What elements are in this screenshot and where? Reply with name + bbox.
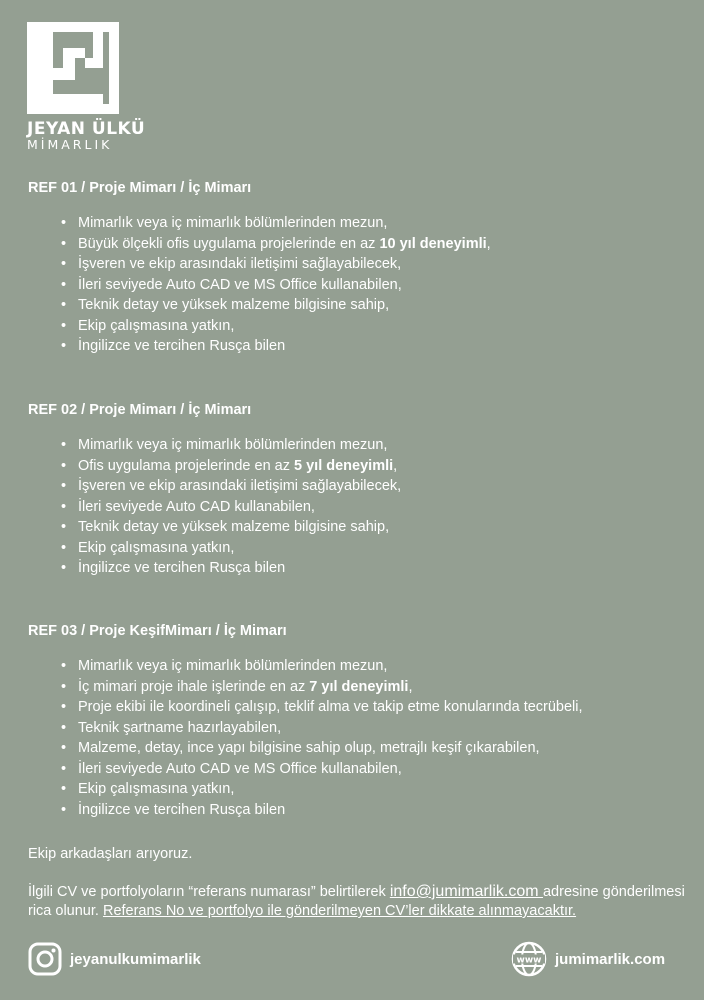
- application-instructions: [28, 882, 698, 921]
- job-title: REF 02 / Proje Mimarı / İç Mimarı: [28, 402, 252, 418]
- list-item: • Mimarlık veya iç mimarlık bölümlerinden mezun,: [28, 213, 688, 234]
- list-item: • Proje ekibi ile koordineli çalışıp, teklif alma ve takip etme konularında tecrübeli,: [28, 697, 688, 718]
- list-item: • Malzeme, detay, ince yapı bilgisine sahip olup, metrajlı keşif çıkarabilen,: [28, 738, 688, 759]
- closing-text: Ekip arkadaşları arıyoruz.: [28, 846, 193, 862]
- job-title: REF 01 / Proje Mimarı / İç Mimarı: [28, 180, 252, 196]
- list-item: • Teknik detay ve yüksek malzeme bilgisine sahip,: [28, 295, 688, 316]
- list-item: • Ekip çalışmasına yatkın,: [28, 316, 688, 337]
- company-logo: [27, 22, 146, 152]
- list-item: • İşveren ve ekip arasındaki iletişimi sağlayabilecek,: [28, 476, 688, 497]
- logo-mark-icon: [27, 22, 119, 114]
- requirements-list: [28, 656, 688, 820]
- requirements-list: [28, 213, 688, 357]
- list-item: • Ekip çalışmasına yatkın,: [28, 779, 688, 800]
- globe-www-icon: [511, 941, 547, 977]
- website-text: jumimarlik.com: [555, 950, 666, 968]
- job-title: REF 03 / Proje KeşifMimarı / İç Mimarı: [28, 623, 287, 639]
- list-item: • İngilizce ve tercihen Rusça bilen: [28, 800, 688, 821]
- email-link[interactable]: info@jumimarlik.com: [389, 883, 543, 900]
- list-item: • İç mimari proje ihale işlerinde en az 7 yıl deneyimli,: [28, 677, 688, 698]
- list-item: • İleri seviyede Auto CAD ve MS Office kullanabilen,: [28, 275, 688, 296]
- list-item: • İngilizce ve tercihen Rusça bilen: [28, 336, 688, 357]
- instagram-text: jeyanulkumimarlik: [70, 950, 201, 968]
- www-label: www: [516, 955, 542, 966]
- list-item: • İleri seviyede Auto CAD ve MS Office kullanabilen,: [28, 759, 688, 780]
- warning-text: Referans No ve portfolyo ile gönderilmeyen CV’ler dikkate alınmayacaktır.: [102, 903, 577, 919]
- job-section-ref03: [28, 622, 688, 820]
- list-item: • Ofis uygulama projelerinde en az 5 yıl deneyimli,: [28, 456, 688, 477]
- list-item: • Mimarlık veya iç mimarlık bölümlerinden mezun,: [28, 435, 688, 456]
- list-item: • İleri seviyede Auto CAD kullanabilen,: [28, 497, 688, 518]
- apply-text: İlgili CV ve portfolyoların “referans numarası” belirtilerek: [28, 884, 390, 900]
- list-item: • Teknik detay ve yüksek malzeme bilgisine sahip,: [28, 517, 688, 538]
- job-section-ref02: [28, 401, 688, 579]
- list-item: • İşveren ve ekip arasındaki iletişimi sağlayabilecek,: [28, 254, 688, 275]
- instagram-handle[interactable]: [28, 942, 201, 976]
- list-item: • İngilizce ve tercihen Rusça bilen: [28, 558, 688, 579]
- list-item: • Büyük ölçekli ofis uygulama projelerinde en az 10 yıl deneyimli,: [28, 234, 688, 255]
- job-section-ref01: [28, 179, 688, 357]
- apply-text-2: adresine gönderilmesi rica olunur.: [28, 884, 685, 919]
- logo-subtitle: MİMARLIK: [27, 137, 113, 152]
- list-item: • Mimarlık veya iç mimarlık bölümlerinden mezun,: [28, 656, 688, 677]
- website-link[interactable]: [511, 941, 665, 977]
- list-item: • Teknik şartname hazırlayabilen,: [28, 718, 688, 739]
- requirements-list: [28, 435, 688, 579]
- list-item: • Ekip çalışmasına yatkın,: [28, 538, 688, 559]
- logo-name: JEYAN ÜLKÜ: [27, 119, 146, 139]
- instagram-icon: [28, 942, 62, 976]
